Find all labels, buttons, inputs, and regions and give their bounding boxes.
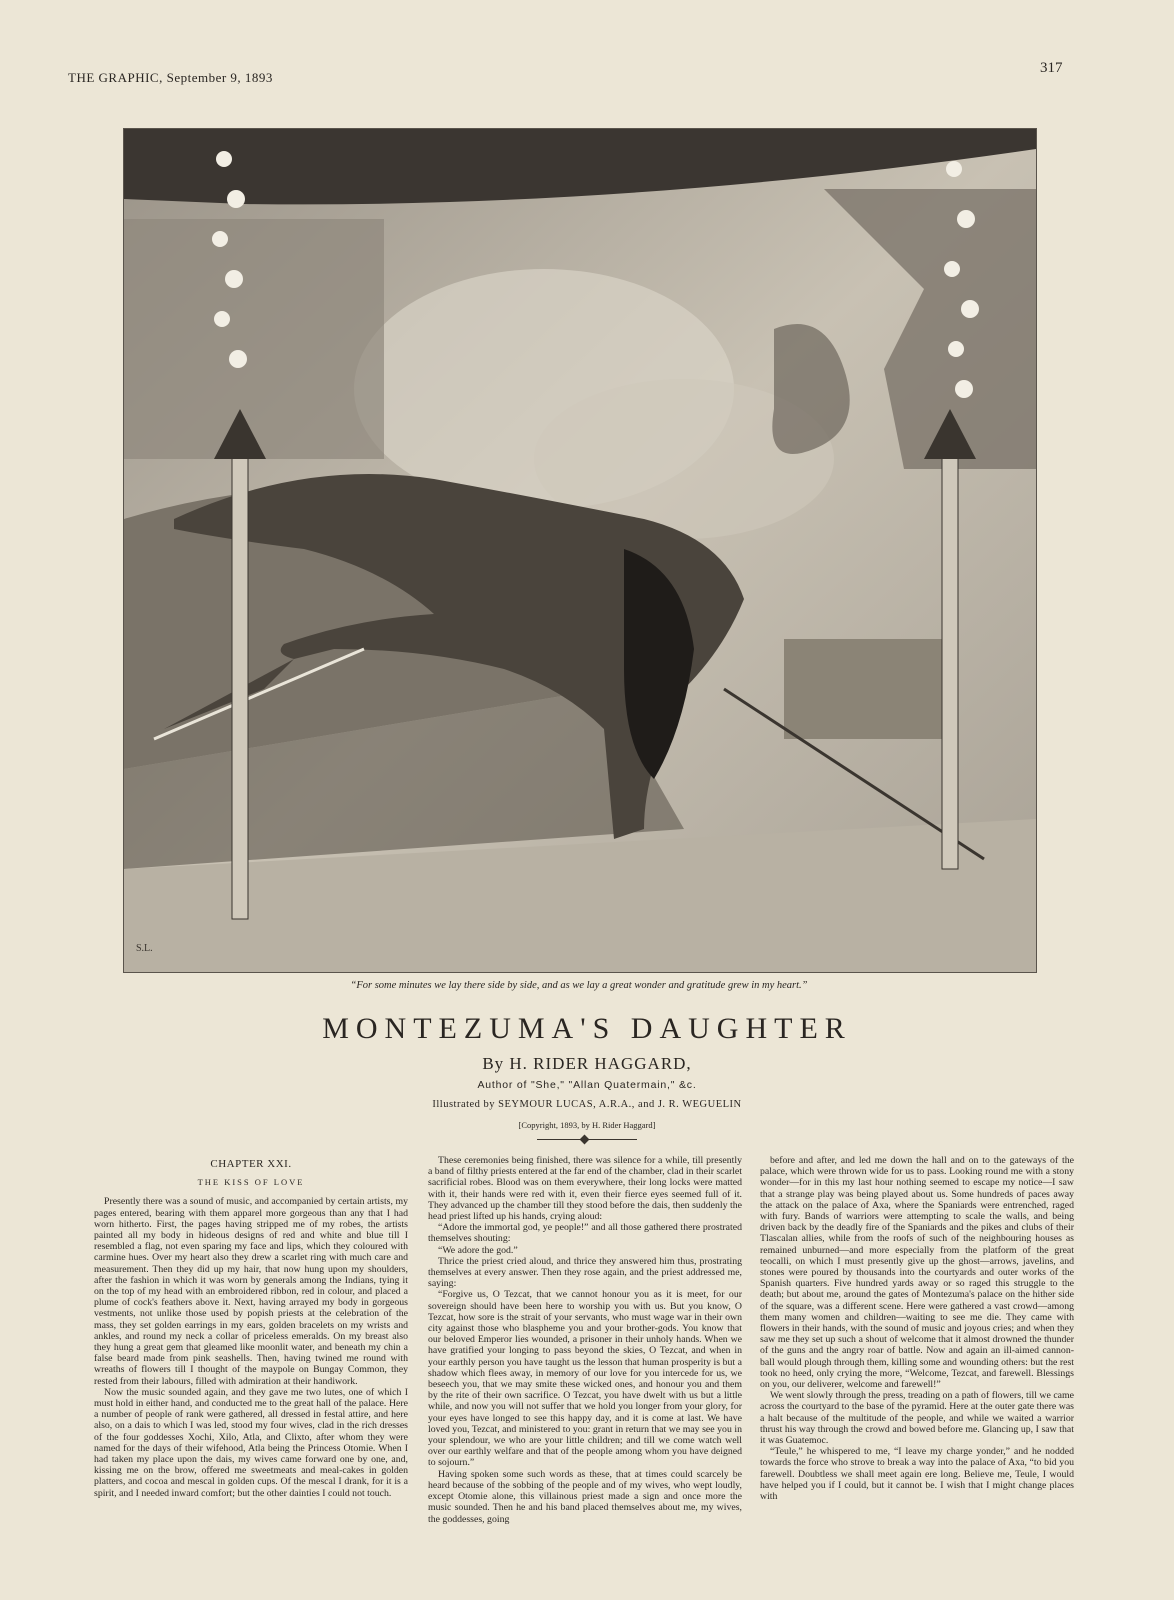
paragraph: Now the music sounded again, and they gave me two lutes, one of which I must hold in either hand, and conducted me to the great hall of the palace. Here a number of people of rank were gathered, all dressed in festal attire, and here also, on a dais to which I was led, stood my four wives, clad in the rich dresses of the four goddesses Xochi, Xilo, Atla, and Clixto, after whom they were named for the days of their wifehood, Atla being the Princess Otomie. When I had taken my place upon the dais, my wives came forward one by one, and, kissing me on the brow, offered me sweetmeats and meal-cakes in golden platters, and cocoa and mescal in golden cups. Of the mescal I drank, for it is a spirit, and I needed inward comfort; but the other dainties I could not touch. bbox=[94, 1386, 408, 1499]
byline: By H. RIDER HAGGARD, bbox=[482, 1054, 692, 1073]
author-credits: Author of "She," "Allan Quatermain," &c. bbox=[477, 1079, 697, 1091]
chapter-subtitle: THE KISS OF LOVE bbox=[197, 1177, 305, 1188]
paragraph: Thrice the priest cried aloud, and thrice they answered him thus, prostrating themselves at every answer. Then they rose again, and the priest addressed me, saying: bbox=[428, 1255, 742, 1290]
illustration-artwork bbox=[124, 129, 1036, 972]
paragraph: “Forgive us, O Tezcat, that we cannot honour you as it is meet, for our sovereign should have been here to worship you with us. But you know, O Tezcat, how sore is the strait of your servants, who must wage war in their own city against those who blaspheme you and your brother-gods. You know that our beloved Emperor lies wounded, a prisoner in their unholy hands. When we have gratified your longing to pass beyond the skies, O Tezcat, and when in your earthly person you have taught us the lesson that human prosperity is but a shadow which flees away, in memory of our love for you intercede for us, we beseech you, that we may smite these wicked ones, and honour you and them by the rite of their own sacrifice. O Tezcat, you have dwelt with us but a little while, and now you will not suffer that we hold you longer from your glory, for your eyes have longed to see this happy day, and it is come at last. We have loved you, Tezcat, and ministered to you: grant in return that we may see you in your splendour, we who are your little children; and till we come watch well over our earthly welfare and that of the people among whom you have deigned to sojourn.” bbox=[428, 1289, 742, 1469]
illustration-caption: “For some minutes we lay there side by side, and as we lay a great wonder and gratitude grew in my heart.” bbox=[350, 980, 808, 991]
chapter-heading: CHAPTER XXI. bbox=[210, 1158, 292, 1170]
paragraph: Having spoken some such words as these, that at times could scarcely be heard because of the sobbing of the people and of my wives, who wept loudly, except Otomie alone, this villainous priest made a sign and once more the music sounded. Then he and his band placed themselves about me, my wives, the goddesses, going bbox=[428, 1468, 742, 1525]
text-column-3 bbox=[760, 1155, 1074, 1502]
illustration-signature: S.L. bbox=[136, 943, 153, 954]
paragraph: “We adore the god.” bbox=[438, 1244, 518, 1256]
paragraph: “Adore the immortal god, ye people!” and all those gathered there prostrated themselves shouting: bbox=[428, 1222, 742, 1245]
ornamental-rule-diamond bbox=[580, 1135, 590, 1145]
text-column-1 bbox=[94, 1155, 408, 1499]
story-title: MONTEZUMA'S DAUGHTER bbox=[322, 1012, 852, 1045]
text-column-2 bbox=[428, 1155, 742, 1525]
paragraph: before and after, and led me down the hall and on to the gateways of the palace, which were thrown wide for us to pass. Looking round me with a stony wonder—for in this my last hour nothing seemed to escape my notice—I saw that a strange play was being played about us. Some hundreds of paces away the attack on the palace of Axa, where the Spaniards were entrenched, raged with fury. Bands of warriors were attempting to scale the walls, and being driven back by the deadly fire of the Spaniards and the pikes and clubs of their Tlascalan allies, while from the roofs of such of the neighbouring houses as remained unburned—and more especially from the platform of the great teocalli, on which I must presently give up the ghost—arrows, javelins, and stones were poured by thousands into the courtyards and outer works of the Spanish quarters. Five hundred yards away or so raged this struggle to the death; but about me, around the gates of Montezuma's palace on the hither side of the square, was a different scene. Here were gathered a vast crowd—among them many women and children—waiting to see me die. They came with flowers in their hands, with the sound of music and joyous cries; and when they saw me they set up such a shout of welcome that it almost drowned the thunder of the guns and the angry roar of battle. Now and again an ill-aimed cannon-ball would plough through them, killing some and wounding others: but the rest took no heed, only crying the more, “Welcome, Tezcat, and farewell. Blessings on you, our deliverer, welcome and farewell!” bbox=[760, 1155, 1074, 1391]
paragraph: We went slowly through the press, treading on a path of flowers, till we came across the courtyard to the base of the pyramid. Here at the outer gate there was a halt because of the multitude of the people, and while we waited a warrior thrust his way through the crowd and bowed before me. Glancing up, I saw that it was Guatemoc. bbox=[760, 1390, 1074, 1447]
paragraph: “Teule,” he whispered to me, “I leave my charge yonder,” and he nodded towards the force who strove to break a way into the palace of Axa, “to bid you farewell. Doubtless we shall meet again ere long. Believe me, Teule, I would have helped you if I could, but it cannot be. I wish that I might change places with bbox=[760, 1446, 1074, 1503]
page-number: 317 bbox=[1040, 60, 1063, 76]
paragraph: These ceremonies being finished, there was silence for a while, till presently a band of filthy priests entered at the far end of the chamber, clad in their scarlet sacrificial robes. Blood was on them everywhere, their long locks were matted with it, their hands were red with it, even their fierce eyes seemed full of it. They advanced up the chamber till they stood before the dais, then suddenly the head priest lifted up his hands, crying aloud: bbox=[428, 1155, 742, 1223]
paragraph: Presently there was a sound of music, and accompanied by certain artists, my pages entered, bearing with them apparel more gorgeous than any that I had worn hitherto. First, the pages having stripped me of my robes, the artists painted all my body in hideous designs of red and white and blue till I resembled a flag, not even sparing my face and lips, which they coloured with carmine hues. Over my heart also they drew a scarlet ring with much care and measurement. Then they did up my hair, that now hung upon my shoulders, after the fashion in which it was worn by generals among the Indians, tying it on the top of my head with an embroidered ribbon, red in colour, and placed a plume of cock's feathers above it. Next, having arrayed my body in gorgeous vestments, not unlike those used by popish priests at the celebration of the mass, they set golden earrings in my ears, golden bracelets on my wrists and ankles, and round my neck a collar of priceless emeralds. On my breast also they hung a great gem that gleamed like moonlit water, and beneath my chin a false beard made from pink seashells. Then, having twined me round with wreaths of flowers till I thought of the maypole on Bungay Common, they rested from their labours, filled with admiration at their handiwork. bbox=[94, 1196, 408, 1387]
running-header: THE GRAPHIC, September 9, 1893 bbox=[68, 70, 273, 85]
copyright-notice: [Copyright, 1893, by H. Rider Haggard] bbox=[518, 1120, 656, 1130]
illustrator-credits: Illustrated by SEYMOUR LUCAS, A.R.A., and J. R. WEGUELIN bbox=[432, 1099, 742, 1110]
illustration bbox=[123, 128, 1037, 973]
